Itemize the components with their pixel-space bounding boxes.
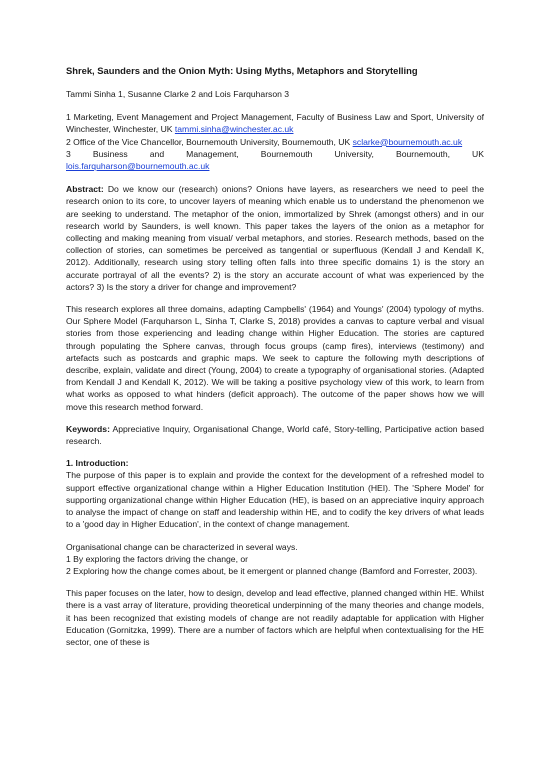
- keywords-label: Keywords:: [66, 423, 110, 434]
- intro-line-1: Organisational change can be characterized in several ways.: [66, 541, 298, 552]
- section-heading-introduction: 1. Introduction:: [66, 458, 129, 469]
- affiliations: [66, 111, 484, 172]
- abstract-label: Abstract:: [66, 184, 104, 195]
- affiliation-3: [66, 148, 484, 172]
- intro-paragraph-1: The purpose of this paper is to explain and provide the context for the development of a refreshed model to support effective organizational change within a Higher Education Institution (HEI). The 'Sphere Model' for supporting organizational change within Higher Education (HE), is based on an appreciative inquiry approach to analyse the impact of change on staff and leadership within HE, and to codify the key drivers of what leads to a 'good day in Higher Education', in the context of change management.: [66, 470, 484, 530]
- affiliation-1-text: 1 Marketing, Event Management and Project Management, Faculty of Business Law and Sport, University of Winchester, Winchester, UK: [66, 112, 484, 135]
- affiliation-1: [66, 111, 484, 135]
- body-paragraph-2: This research explores all three domains, adapting Campbells' (1964) and Youngs' (2004) typology of myths. Our Sphere Model (Farquharson L, Sinha T, Clarke S, 2018) provides a canvas to capture verbal and visual stories from those experiencing and leading change within Higher Education. The stories are captured through populating the Sphere canvas, through focus groups (camp fires), interviews (testimony) and artefacts such as postcards and graphic maps. We seek to capture the following myth descriptions of describe, explain, validate and direct (Young, 2004) to create a typography of organisational stories. (Adapted from Kendall J and Kendall K, 2012). We will be taking a positive psychology view of this work, to learn from what works as opposed to what hinders (deficit approach). The outcome of the paper shows how we will move this research method forward.: [66, 304, 484, 412]
- paper-body: [66, 64, 484, 648]
- affiliation-3-email-link[interactable]: lois.farquharson@bournemouth.ac.uk: [66, 161, 210, 172]
- keywords-text: Appreciative Inquiry, Organisational Change, World café, Story-telling, Participative action based research.: [66, 423, 484, 447]
- intro-line-3: 2 Exploring how the change comes about, be it emergent or planned change (Bamford and Forrester, 2003).: [66, 565, 478, 576]
- intro-line-2: 1 By exploring the factors driving the change, or: [66, 553, 249, 564]
- intro-paragraph-2: [66, 541, 484, 578]
- affiliation-1-email-link[interactable]: tammi.sinha@winchester.ac.uk: [174, 124, 294, 135]
- abstract-text: Do we know our (research) onions? Onions have layers, as researchers we need to peel the research onion to its core, to uncover layers of meaning which enable us to understand the phenomenon we are seeking to understand. The metaphor of the onion, immortalized by Shrek (amongst others) and in our research world by Saunders, is well known. This paper takes the layers of the onion as a metaphor for collecting and making meaning from visual/ verbal metaphors, and stories. Research methods, based on the collection of stories, can sometimes be perceived as tangential or superfluous (Kendall J and Kendall K, 2012). Additionally, research using story telling often falls into three specific domains 1) is the story an accurate portrayal of all the events? 2) is the story an accurate account of what was experienced by the actors? 3) Is the story a driver for change and improvement?: [66, 184, 484, 292]
- intro-paragraph-3: This paper focuses on the later, how to design, develop and lead effective, planned changed within HE. Whilst there is a vast array of literature, providing theoretical underpinning of the many theories and change models, it has been recognized that existing models of change are not readily adaptable for application with Higher Education (Gornitzka, 1999). There are a number of factors which are helpful when contextualising for the HE sector, one of these is: [66, 588, 484, 647]
- abstract-paragraph: [66, 183, 484, 293]
- affiliation-2-text: 2 Office of the Vice Chancellor, Bournemouth University, Bournemouth, UK: [66, 136, 353, 147]
- affiliation-2-email-link[interactable]: sclarke@bournemouth.ac.uk: [352, 136, 463, 147]
- paper-title: Shrek, Saunders and the Onion Myth: Using Myths, Metaphors and Storytelling: [66, 65, 418, 76]
- author-list: Tammi Sinha 1, Susanne Clarke 2 and Lois Farquharson 3: [66, 89, 290, 99]
- keywords-paragraph: [66, 423, 484, 447]
- affiliation-2: [66, 136, 484, 148]
- affiliation-3-text: 3 Business and Management, Bournemouth University, Bournemouth, UK: [66, 148, 484, 159]
